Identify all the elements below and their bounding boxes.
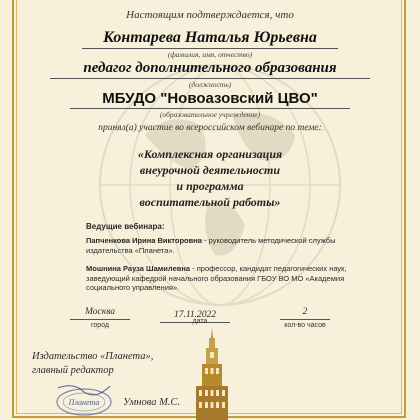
host-1 bbox=[86, 236, 356, 255]
organization-hint: (образовательное учреждение) bbox=[159, 110, 261, 119]
topic-line: и программа bbox=[176, 179, 244, 193]
publisher-role: главный редактор bbox=[32, 365, 114, 376]
position-underline bbox=[50, 78, 370, 79]
position-text: педагог дополнительного образования bbox=[83, 60, 337, 76]
date-label: дата bbox=[192, 318, 208, 325]
date-value: 17.11.2022 bbox=[173, 310, 217, 320]
publisher-block bbox=[32, 350, 153, 378]
organization-underline bbox=[70, 108, 350, 109]
hours-underline bbox=[280, 319, 330, 320]
intro-text: Настоящим подтверждается, что bbox=[126, 9, 294, 21]
topic-line: «Комплексная организация bbox=[137, 147, 283, 161]
organization-name: МБУДО "Новоазовский ЦВО" bbox=[102, 90, 318, 107]
recipient-hint: (фамилия, имя, отчество) bbox=[167, 50, 253, 59]
publisher-name: Издательство «Планета», bbox=[32, 351, 154, 362]
host-1-description: - руководитель методической службы издательства «Планета». bbox=[86, 236, 336, 255]
topic-line: воспитательной работы» bbox=[139, 195, 281, 209]
hours-value: 2 bbox=[302, 307, 308, 317]
city-label: город bbox=[90, 322, 109, 329]
stamp-icon bbox=[54, 380, 114, 416]
host-2-description: - профессор, кандидат педагогических наук, заведующий кафедрой начального образования ГБОУ ВО МО «Академия социального управления». bbox=[86, 264, 347, 292]
signatory-name: Умнова М.С. bbox=[123, 397, 181, 408]
city-value: Москва bbox=[85, 307, 115, 317]
city-underline bbox=[70, 319, 130, 320]
name-underline bbox=[82, 48, 338, 49]
position-hint: (должность) bbox=[188, 80, 232, 89]
participation-text: принял(а) участие во всероссийском вебинаре по теме: bbox=[98, 123, 322, 133]
stamp-text: Планета bbox=[68, 398, 100, 407]
recipient-name: Контарева Наталья Юрьевна bbox=[103, 29, 317, 46]
hosts-heading: Ведущие вебинара: bbox=[86, 222, 165, 231]
host-1-name: Папченкова Ирина Викторовна bbox=[86, 236, 202, 245]
host-2-name: Мошнина Рауза Шамилевна bbox=[86, 264, 191, 273]
webinar-topic bbox=[0, 146, 420, 210]
host-2 bbox=[86, 264, 356, 293]
topic-line: внеурочной деятельности bbox=[139, 163, 281, 177]
university-tower-icon bbox=[192, 328, 232, 420]
hours-label: кол-во часов bbox=[284, 322, 326, 329]
